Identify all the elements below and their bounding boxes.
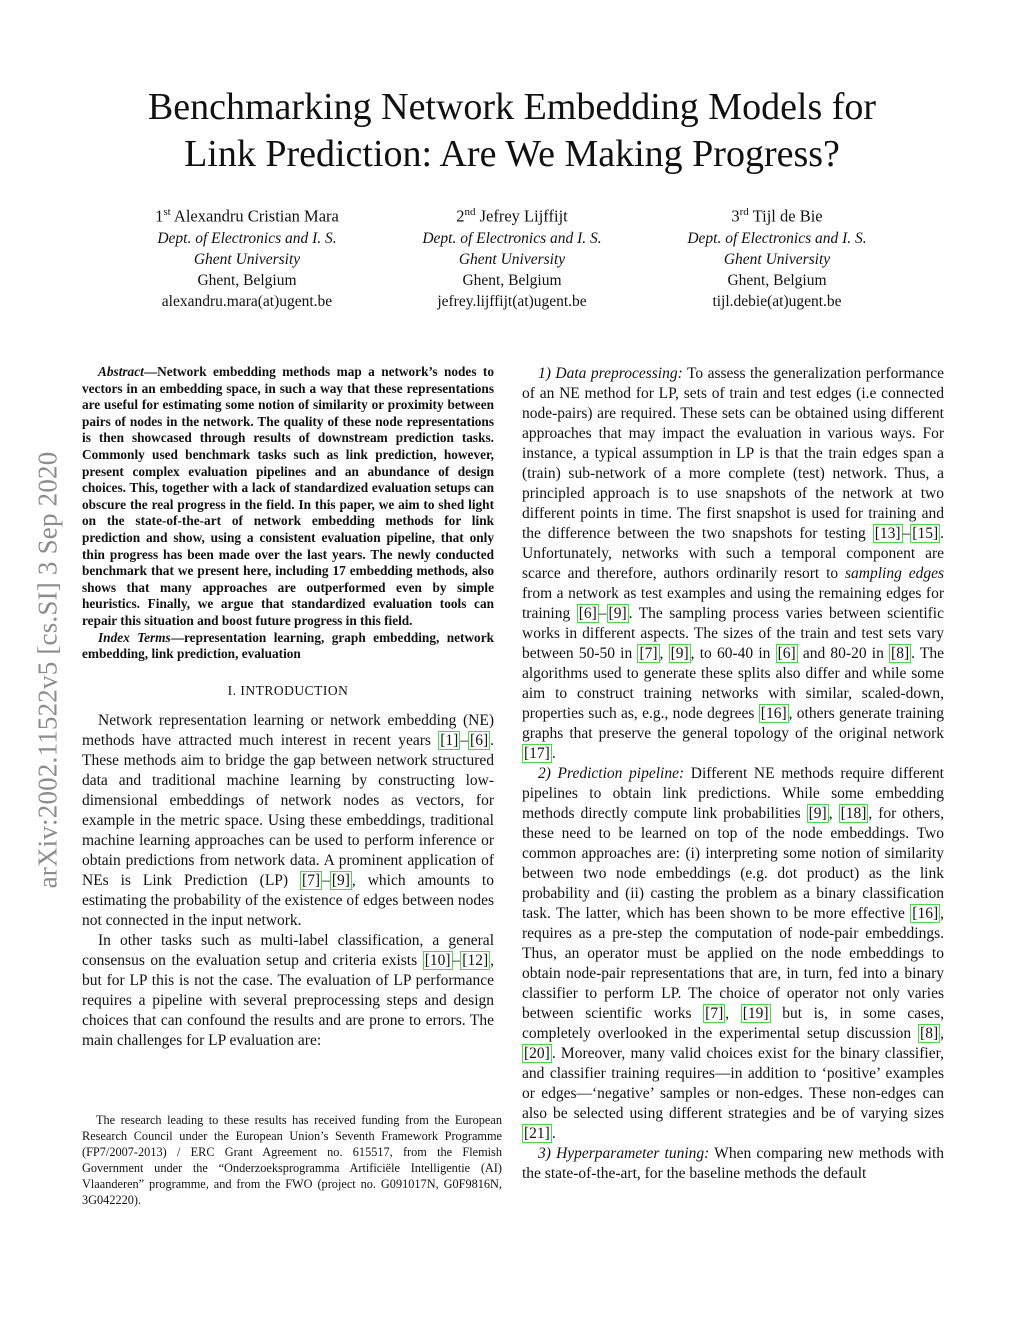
paragraph-heading: 1) Data preprocessing: [538, 365, 683, 382]
index-terms-text: —representation learning, graph embedding, network embedding, link prediction, evaluation [82, 629, 495, 662]
citation-link[interactable]: [10] [424, 951, 451, 969]
funding-footnote: The research leading to these results has received funding from the European Research Council under the European Union’s Seventh Framework Programme (FP7/2007-2013) / ERC Grant Agreement no. 615517, from the Flemish Government under the “Onderzoeksprogramma Artificiële Intelligentie (AI) Vlaanderen” programme, and from the FWO (project no. G091017N, G0F9816N, 3G042220). [82, 1113, 502, 1207]
prediction-pipeline-paragraph: 2) Prediction pipeline: Different NE methods require different pipelines to obtain link predictions. While some embedding methods directly compute link probabilities [9] , [18] , for others, these need to be learned on top of the node embeddings. Two common approaches are: (i) interpreting some notion of similarity between two node embeddings (e.g. dot product) as the link probability and (ii) casting the problem as a binary classification task. The latter, which has been shown to be more effective [16] , requires as a pre-step the computation of node-pair embeddings. Thus, an operator must be applied on the node embeddings to obtain node-pair representations that are, in turn, fed into a binary classifier to perform LP. The choice of operator not only varies between scientific works [7] , [19] but is, in some cases, completely overlooked in the experimental setup discussion [8] , [20] . Moreover, many valid choices exist for the binary classifier, and classifier training requires—in addition to ‘positive’ examples or edges—‘negative’ samples or non-edges. These non-edges can also be selected using different strategies and be of varying sizes [21] . [522, 765, 945, 1142]
right-column [522, 364, 944, 1184]
author-email: tijl.debie(at)ugent.be [712, 292, 842, 310]
citation-link[interactable]: [9] [670, 645, 689, 662]
citation-link[interactable]: [7] [639, 645, 658, 662]
introduction-body [82, 711, 494, 1051]
hyperparameter-tuning-paragraph: 3) Hyperparameter tuning: When comparing new methods with the state-of-the-art, for the baseline methods the default [522, 1145, 944, 1182]
citation-link[interactable]: [6] [777, 645, 796, 662]
author-dept: Dept. of Electronics and I. S. [422, 229, 602, 247]
citation-link[interactable]: [1] [440, 731, 459, 749]
citation-link[interactable]: [16] [912, 905, 939, 922]
author-inst: Ghent University [193, 250, 301, 268]
title-line-2: Link Prediction: Are We Making Progress? [184, 133, 840, 175]
author-name: 3rd Tijl de Bie [731, 206, 823, 226]
author-inst: Ghent University [723, 250, 831, 268]
citation-link[interactable]: [8] [920, 1025, 939, 1042]
data-preprocessing-paragraph: 1) Data preprocessing: To assess the generalization performance of an NE method for LP, sets of train and test edges (i.e connected node-pairs) are required. These sets can be obtained using different approaches that may impact the evaluation in various ways. For instance, a typical assumption in LP is that the train edges span a (train) sub-network of a more complete (test) network. Thus, a principled approach is to use snapshots of the network at two different points in time. The first snapshot is used for training and the difference between the two snapshots for testing [13] – [15] . Unfortunately, networks with such a temporal component are scarce and therefore, authors ordinarily resort to sampling edges from a network as test examples and using the remaining edges for training [6] – [9] . The sampling process varies between scientific works in different aspects. The sizes of the train and test sets vary between 50-50 in [7] , [9] , to 60-40 in [6] and 80-20 in [8] . The algorithms used to generate these splits also differ and while some aim to construct training networks with similar, scaled-down, properties such as, e.g., node degrees [16] , others generate training graphs that preserve the general topology of the original network [17] . [522, 365, 945, 762]
citation-link[interactable]: [9] [331, 871, 350, 889]
citation-link[interactable]: [20] [524, 1045, 550, 1062]
citation-link[interactable]: [19] [742, 1005, 769, 1022]
arxiv-id[interactable]: arXiv:2002.11522v5 [cs.SI] 3 Sep 2020 [32, 451, 63, 889]
author-location: Ghent, Belgium [197, 271, 297, 289]
arxiv-watermark [28, 380, 68, 960]
paragraph-heading: 2) Prediction pipeline: [538, 765, 685, 782]
paragraph-heading: 3) Hyperparameter tuning: [538, 1145, 710, 1162]
author-block-2 [387, 201, 637, 312]
author-name: 2nd Jefrey Lijffijt [456, 206, 568, 226]
author-name: 1st Alexandru Cristian Mara [155, 206, 339, 226]
citation-link[interactable]: [15] [912, 525, 939, 542]
abstract-label: Abstract [98, 364, 144, 379]
author-inst: Ghent University [458, 250, 566, 268]
intro-paragraph-2: In other tasks such as multi-label classification, a general consensus on the evaluation setup and criteria exists [10] – [12] , but for LP this is not the case. The evaluation of LP performance requires a pipeline with several preprocessing steps and design choices that can confound the results and are prone to errors. The main challenges for LP evaluation are: [82, 931, 494, 1049]
author-dept: Dept. of Electronics and I. S. [687, 229, 867, 247]
left-column [82, 364, 494, 1051]
citation-link[interactable]: [18] [840, 805, 867, 822]
intro-paragraph-1: Network representation learning or network embedding (NE) methods have attracted much interest in recent years [1] – [6] . These methods aim to bridge the gap between network structured data and traditional machine learning by constructing low-dimensional embeddings of network nodes as vectors, for example in the metric space. Using these embeddings, traditional machine learning approaches can be used to perform inference or obtain predictions from network data. A prominent application of NEs is Link Prediction (LP) [7] – [9] , which amounts to estimating the probability of the existence of edges between nodes not connected in the input network. [82, 711, 494, 929]
citation-link[interactable]: [17] [524, 745, 550, 762]
abstract [82, 364, 494, 663]
citation-link[interactable]: [7] [705, 1005, 724, 1022]
citation-link[interactable]: [9] [608, 605, 627, 622]
index-terms-label: Index Terms [98, 629, 171, 645]
author-block-3 [652, 201, 902, 312]
author-email: alexandru.mara(at)ugent.be [161, 292, 333, 310]
citation-link[interactable]: [9] [808, 805, 827, 822]
author-email: jefrey.lijffijt(at)ugent.be [437, 292, 587, 310]
citation-link[interactable]: [6] [470, 731, 489, 749]
citation-link[interactable]: [16] [760, 705, 787, 722]
paper-title [90, 84, 934, 178]
abstract-text: —Network embedding methods map a network’s nodes to vectors in an embedding space, in such a way that these representations are useful for estimating some notion of similarity or proximity between pairs of nodes in the network. The quality of these node representations is then showcased through results of downstream prediction tasks. Commonly used benchmark tasks such as link prediction, however, present complex evaluation pipelines and an abundance of design choices. This, together with a lack of standardized evaluation setups can obscure the real progress in the field. In this paper, we aim to shed light on the state-of-the-art of network embedding methods for link prediction and show, using a consistent evaluation pipeline, that only thin progress has been made over the last years. The newly conducted benchmark that we present here, including 17 embedding methods, also shows that many approaches are outperformed even by simple heuristics. Finally, we argue that standardized evaluation tools can repair this situation and boost future progress in this field. [82, 364, 494, 628]
section-heading-introduction: I. INTRODUCTION [227, 682, 349, 698]
author-location: Ghent, Belgium [462, 271, 562, 289]
citation-link[interactable]: [13] [874, 525, 901, 542]
citation-link[interactable]: [21] [524, 1125, 550, 1142]
author-location: Ghent, Belgium [727, 271, 827, 289]
title-line-1: Benchmarking Network Embedding Models for [147, 86, 877, 128]
citation-link[interactable]: [7] [302, 871, 321, 889]
citation-link[interactable]: [6] [578, 605, 597, 622]
citation-link[interactable]: [8] [891, 645, 910, 662]
author-dept: Dept. of Electronics and I. S. [157, 229, 337, 247]
author-block-1 [122, 201, 372, 312]
citation-link[interactable]: [12] [462, 951, 489, 969]
